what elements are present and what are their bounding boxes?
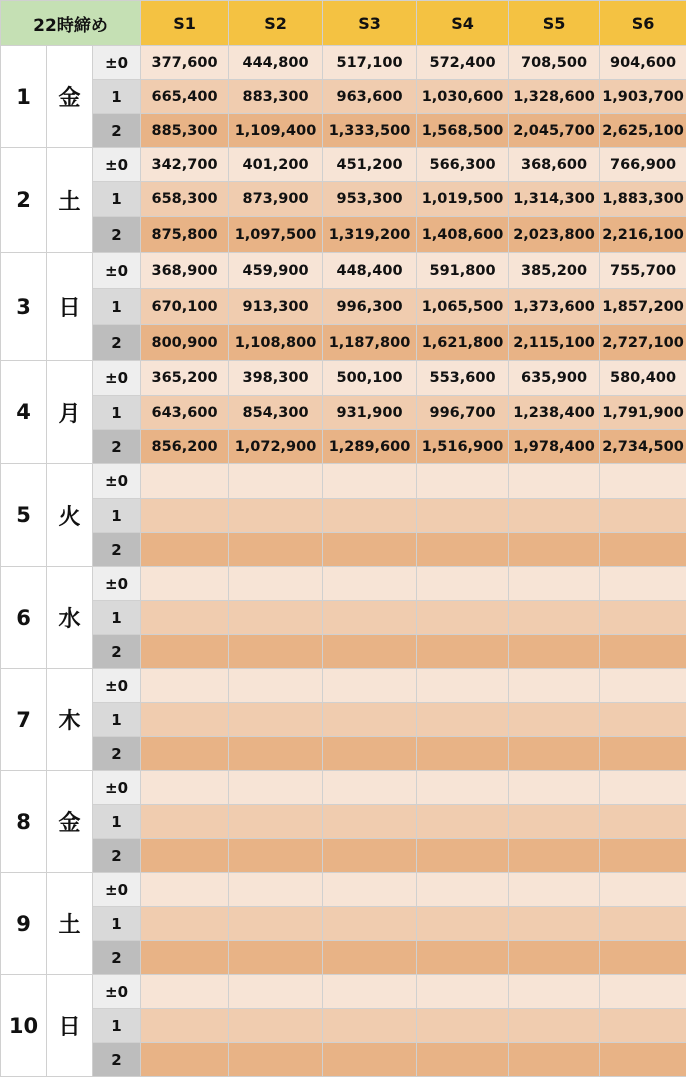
value-cell-s4[interactable]	[417, 703, 509, 737]
table-row	[1, 975, 686, 1009]
value-cell-s4[interactable]: 1,516,900	[417, 430, 509, 464]
value-cell-s1[interactable]: 856,200	[141, 430, 229, 464]
level-label-cell[interactable]: 1	[93, 1009, 141, 1043]
value-cell-s1[interactable]: 342,700	[141, 148, 229, 182]
value-cell-s3[interactable]	[323, 703, 417, 737]
value-cell-s4[interactable]	[417, 601, 509, 635]
value-cell-s6[interactable]	[600, 1043, 686, 1077]
table-row	[1, 253, 686, 289]
value-cell-s3[interactable]	[323, 1009, 417, 1043]
value-cell-s3[interactable]	[323, 601, 417, 635]
value-cell-s1[interactable]	[141, 533, 229, 567]
value-cell-s4[interactable]: 553,600	[417, 361, 509, 396]
value-cell-s2[interactable]	[229, 907, 323, 941]
weekday-cell[interactable]: 土	[47, 148, 93, 253]
column-header-s1[interactable]: S1	[141, 1, 229, 46]
value-cell-s3[interactable]	[323, 907, 417, 941]
value-cell-s3[interactable]	[323, 771, 417, 805]
value-cell-s6[interactable]	[600, 601, 686, 635]
value-cell-s5[interactable]: 385,200	[509, 253, 600, 289]
value-cell-s6[interactable]	[600, 669, 686, 703]
value-cell-s1[interactable]	[141, 907, 229, 941]
table-row	[1, 805, 686, 839]
value-cell-s3[interactable]: 517,100	[323, 46, 417, 80]
value-cell-s2[interactable]: 854,300	[229, 396, 323, 430]
value-cell-s3[interactable]: 953,300	[323, 182, 417, 217]
value-cell-s6[interactable]: 2,727,100	[600, 325, 686, 361]
value-cell-s1[interactable]	[141, 1009, 229, 1043]
value-cell-s1[interactable]	[141, 771, 229, 805]
value-cell-s1[interactable]	[141, 464, 229, 499]
value-cell-s5[interactable]	[509, 737, 600, 771]
value-cell-s1[interactable]: 643,600	[141, 396, 229, 430]
weekday-cell[interactable]: 金	[47, 46, 93, 148]
value-cell-s6[interactable]	[600, 941, 686, 975]
value-cell-s6[interactable]: 1,903,700	[600, 80, 686, 114]
value-cell-s6[interactable]: 2,625,100	[600, 114, 686, 148]
value-cell-s2[interactable]: 873,900	[229, 182, 323, 217]
value-cell-s1[interactable]	[141, 601, 229, 635]
value-cell-s6[interactable]	[600, 1009, 686, 1043]
value-cell-s4[interactable]: 572,400	[417, 46, 509, 80]
table-row	[1, 839, 686, 873]
level-label-cell[interactable]: 2	[93, 430, 141, 464]
value-cell-s1[interactable]	[141, 669, 229, 703]
table-row	[1, 217, 686, 253]
value-cell-s3[interactable]: 1,187,800	[323, 325, 417, 361]
value-cell-s3[interactable]	[323, 533, 417, 567]
value-cell-s5[interactable]: 1,314,300	[509, 182, 600, 217]
table-row	[1, 635, 686, 669]
day-number-cell[interactable]: 5	[1, 464, 47, 567]
level-label-cell[interactable]: ±0	[93, 148, 141, 182]
value-cell-s1[interactable]	[141, 567, 229, 601]
value-cell-s1[interactable]	[141, 873, 229, 907]
column-header-s5[interactable]: S5	[509, 1, 600, 46]
value-cell-s6[interactable]	[600, 873, 686, 907]
value-cell-s4[interactable]	[417, 839, 509, 873]
value-cell-s5[interactable]	[509, 669, 600, 703]
value-cell-s4[interactable]	[417, 567, 509, 601]
table-row	[1, 396, 686, 430]
value-cell-s4[interactable]	[417, 464, 509, 499]
level-label-cell[interactable]: 2	[93, 737, 141, 771]
day-number-cell[interactable]: 3	[1, 253, 47, 361]
value-cell-s3[interactable]: 963,600	[323, 80, 417, 114]
value-cell-s3[interactable]: 1,289,600	[323, 430, 417, 464]
value-cell-s6[interactable]	[600, 703, 686, 737]
value-cell-s4[interactable]	[417, 975, 509, 1009]
value-cell-s1[interactable]	[141, 635, 229, 669]
value-cell-s2[interactable]	[229, 533, 323, 567]
value-cell-s5[interactable]	[509, 805, 600, 839]
weekday-cell[interactable]: 土	[47, 873, 93, 975]
value-cell-s6[interactable]	[600, 533, 686, 567]
value-cell-s6[interactable]	[600, 499, 686, 533]
table-row	[1, 114, 686, 148]
value-cell-s3[interactable]	[323, 1043, 417, 1077]
value-cell-s5[interactable]	[509, 941, 600, 975]
value-cell-s5[interactable]: 1,238,400	[509, 396, 600, 430]
value-cell-s6[interactable]: 766,900	[600, 148, 686, 182]
value-cell-s6[interactable]: 1,791,900	[600, 396, 686, 430]
value-cell-s5[interactable]	[509, 771, 600, 805]
value-cell-s4[interactable]	[417, 1043, 509, 1077]
weekday-cell[interactable]: 月	[47, 361, 93, 464]
level-label-cell[interactable]: 2	[93, 839, 141, 873]
level-label-cell[interactable]: ±0	[93, 873, 141, 907]
weekday-cell[interactable]: 木	[47, 669, 93, 771]
value-cell-s3[interactable]: 996,300	[323, 289, 417, 325]
value-cell-s3[interactable]: 500,100	[323, 361, 417, 396]
column-header-s2[interactable]: S2	[229, 1, 323, 46]
value-cell-s6[interactable]: 2,734,500	[600, 430, 686, 464]
value-cell-s2[interactable]	[229, 1043, 323, 1077]
value-cell-s2[interactable]	[229, 669, 323, 703]
value-cell-s2[interactable]	[229, 1009, 323, 1043]
table-row	[1, 148, 686, 182]
value-cell-s4[interactable]: 1,621,800	[417, 325, 509, 361]
value-cell-s1[interactable]	[141, 975, 229, 1009]
weekday-cell[interactable]: 水	[47, 567, 93, 669]
value-cell-s3[interactable]: 1,333,500	[323, 114, 417, 148]
table-row	[1, 567, 686, 601]
level-label-cell[interactable]: 2	[93, 941, 141, 975]
value-cell-s2[interactable]: 1,097,500	[229, 217, 323, 253]
value-cell-s5[interactable]	[509, 464, 600, 499]
weekday-cell[interactable]: 日	[47, 253, 93, 361]
value-cell-s2[interactable]: 401,200	[229, 148, 323, 182]
value-cell-s5[interactable]	[509, 873, 600, 907]
value-cell-s5[interactable]	[509, 839, 600, 873]
table-row	[1, 46, 686, 80]
value-cell-s6[interactable]	[600, 464, 686, 499]
value-cell-s4[interactable]: 591,800	[417, 253, 509, 289]
weekday-cell[interactable]: 金	[47, 771, 93, 873]
value-cell-s3[interactable]	[323, 941, 417, 975]
value-cell-s5[interactable]	[509, 1009, 600, 1043]
value-cell-s6[interactable]	[600, 635, 686, 669]
table-row	[1, 941, 686, 975]
value-cell-s6[interactable]: 904,600	[600, 46, 686, 80]
value-cell-s6[interactable]	[600, 907, 686, 941]
level-label-cell[interactable]: 1	[93, 289, 141, 325]
level-label-cell[interactable]: 2	[93, 114, 141, 148]
value-cell-s1[interactable]	[141, 703, 229, 737]
value-cell-s6[interactable]	[600, 975, 686, 1009]
column-header-s3[interactable]: S3	[323, 1, 417, 46]
table-row	[1, 325, 686, 361]
value-cell-s4[interactable]: 1,019,500	[417, 182, 509, 217]
value-cell-s2[interactable]	[229, 499, 323, 533]
value-cell-s1[interactable]: 658,300	[141, 182, 229, 217]
value-cell-s4[interactable]: 1,408,600	[417, 217, 509, 253]
value-cell-s2[interactable]	[229, 703, 323, 737]
column-header-s6[interactable]: S6	[600, 1, 686, 46]
value-cell-s4[interactable]	[417, 771, 509, 805]
level-label-cell[interactable]: 1	[93, 601, 141, 635]
value-cell-s2[interactable]	[229, 839, 323, 873]
weekday-cell[interactable]: 日	[47, 975, 93, 1077]
value-cell-s4[interactable]	[417, 737, 509, 771]
value-cell-s1[interactable]	[141, 805, 229, 839]
day-number-cell[interactable]: 8	[1, 771, 47, 873]
level-label-cell[interactable]: ±0	[93, 567, 141, 601]
value-cell-s5[interactable]	[509, 907, 600, 941]
value-cell-s6[interactable]: 2,216,100	[600, 217, 686, 253]
level-label-cell[interactable]: ±0	[93, 361, 141, 396]
value-cell-s2[interactable]: 459,900	[229, 253, 323, 289]
value-cell-s6[interactable]: 1,883,300	[600, 182, 686, 217]
value-cell-s1[interactable]: 670,100	[141, 289, 229, 325]
value-cell-s2[interactable]	[229, 464, 323, 499]
value-cell-s1[interactable]: 800,900	[141, 325, 229, 361]
value-cell-s1[interactable]: 875,800	[141, 217, 229, 253]
day-number-cell[interactable]: 10	[1, 975, 47, 1077]
table-row	[1, 533, 686, 567]
value-cell-s2[interactable]: 398,300	[229, 361, 323, 396]
value-cell-s6[interactable]	[600, 737, 686, 771]
level-label-cell[interactable]: 1	[93, 80, 141, 114]
day-number-cell[interactable]: 1	[1, 46, 47, 148]
level-label-cell[interactable]: ±0	[93, 975, 141, 1009]
day-number-cell[interactable]: 9	[1, 873, 47, 975]
value-cell-s5[interactable]: 368,600	[509, 148, 600, 182]
value-cell-s5[interactable]	[509, 601, 600, 635]
value-cell-s3[interactable]	[323, 567, 417, 601]
value-cell-s4[interactable]	[417, 499, 509, 533]
value-cell-s4[interactable]	[417, 635, 509, 669]
level-label-cell[interactable]: ±0	[93, 46, 141, 80]
value-cell-s4[interactable]: 566,300	[417, 148, 509, 182]
table-row	[1, 80, 686, 114]
value-cell-s4[interactable]: 996,700	[417, 396, 509, 430]
table-row	[1, 1043, 686, 1077]
table-row	[1, 771, 686, 805]
table-row	[1, 669, 686, 703]
value-cell-s5[interactable]	[509, 567, 600, 601]
value-cell-s4[interactable]: 1,065,500	[417, 289, 509, 325]
value-cell-s2[interactable]	[229, 737, 323, 771]
value-cell-s4[interactable]	[417, 1009, 509, 1043]
value-cell-s1[interactable]: 885,300	[141, 114, 229, 148]
level-label-cell[interactable]: 1	[93, 907, 141, 941]
table-row	[1, 289, 686, 325]
value-cell-s3[interactable]	[323, 805, 417, 839]
value-cell-s6[interactable]	[600, 839, 686, 873]
day-number-cell[interactable]: 6	[1, 567, 47, 669]
table-row	[1, 737, 686, 771]
value-cell-s5[interactable]: 2,023,800	[509, 217, 600, 253]
value-cell-s4[interactable]	[417, 873, 509, 907]
level-label-cell[interactable]: 1	[93, 499, 141, 533]
value-cell-s3[interactable]: 1,319,200	[323, 217, 417, 253]
table-row	[1, 907, 686, 941]
table-row	[1, 1009, 686, 1043]
value-cell-s5[interactable]: 635,900	[509, 361, 600, 396]
value-cell-s2[interactable]: 1,072,900	[229, 430, 323, 464]
value-cell-s2[interactable]: 913,300	[229, 289, 323, 325]
level-label-cell[interactable]: 1	[93, 396, 141, 430]
header-row	[1, 1, 686, 46]
value-cell-s1[interactable]	[141, 839, 229, 873]
value-cell-s3[interactable]	[323, 669, 417, 703]
level-label-cell[interactable]: 2	[93, 533, 141, 567]
level-label-cell[interactable]: ±0	[93, 464, 141, 499]
value-cell-s5[interactable]	[509, 703, 600, 737]
value-cell-s3[interactable]	[323, 464, 417, 499]
level-label-cell[interactable]: ±0	[93, 669, 141, 703]
value-cell-s5[interactable]: 1,328,600	[509, 80, 600, 114]
table-row	[1, 601, 686, 635]
value-cell-s1[interactable]	[141, 737, 229, 771]
value-cell-s5[interactable]: 708,500	[509, 46, 600, 80]
value-cell-s2[interactable]	[229, 873, 323, 907]
day-number-cell[interactable]: 4	[1, 361, 47, 464]
value-cell-s3[interactable]	[323, 737, 417, 771]
value-cell-s3[interactable]	[323, 839, 417, 873]
level-label-cell[interactable]: 1	[93, 805, 141, 839]
value-cell-s4[interactable]	[417, 941, 509, 975]
value-cell-s5[interactable]	[509, 1043, 600, 1077]
level-label-cell[interactable]: ±0	[93, 771, 141, 805]
value-cell-s1[interactable]: 377,600	[141, 46, 229, 80]
value-cell-s3[interactable]	[323, 635, 417, 669]
value-cell-s1[interactable]: 665,400	[141, 80, 229, 114]
table-row	[1, 361, 686, 396]
value-cell-s2[interactable]: 444,800	[229, 46, 323, 80]
value-cell-s5[interactable]	[509, 533, 600, 567]
value-cell-s5[interactable]	[509, 635, 600, 669]
value-cell-s6[interactable]: 580,400	[600, 361, 686, 396]
level-label-cell[interactable]: 1	[93, 182, 141, 217]
value-cell-s4[interactable]: 1,030,600	[417, 80, 509, 114]
level-label-cell[interactable]: 1	[93, 703, 141, 737]
value-cell-s3[interactable]: 931,900	[323, 396, 417, 430]
value-cell-s2[interactable]	[229, 941, 323, 975]
value-cell-s1[interactable]	[141, 499, 229, 533]
value-cell-s3[interactable]	[323, 499, 417, 533]
table-row	[1, 873, 686, 907]
value-cell-s3[interactable]	[323, 873, 417, 907]
value-cell-s2[interactable]	[229, 771, 323, 805]
day-number-cell[interactable]: 2	[1, 148, 47, 253]
value-cell-s4[interactable]	[417, 669, 509, 703]
value-cell-s5[interactable]	[509, 499, 600, 533]
value-cell-s4[interactable]	[417, 907, 509, 941]
value-cell-s1[interactable]	[141, 941, 229, 975]
value-cell-s6[interactable]	[600, 805, 686, 839]
sheet-title-cell[interactable]: 22時締め	[1, 1, 141, 46]
value-cell-s4[interactable]	[417, 533, 509, 567]
table-row	[1, 703, 686, 737]
level-label-cell[interactable]: 2	[93, 1043, 141, 1077]
level-label-cell[interactable]: 2	[93, 325, 141, 361]
table-row	[1, 499, 686, 533]
column-header-s4[interactable]: S4	[417, 1, 509, 46]
value-cell-s4[interactable]	[417, 805, 509, 839]
value-cell-s3[interactable]	[323, 975, 417, 1009]
value-cell-s4[interactable]: 1,568,500	[417, 114, 509, 148]
table-row	[1, 182, 686, 217]
value-cell-s6[interactable]	[600, 567, 686, 601]
weekday-cell[interactable]: 火	[47, 464, 93, 567]
value-cell-s2[interactable]	[229, 975, 323, 1009]
value-cell-s2[interactable]	[229, 601, 323, 635]
value-cell-s2[interactable]: 883,300	[229, 80, 323, 114]
table-row	[1, 430, 686, 464]
value-cell-s3[interactable]: 448,400	[323, 253, 417, 289]
value-cell-s6[interactable]: 755,700	[600, 253, 686, 289]
value-cell-s6[interactable]: 1,857,200	[600, 289, 686, 325]
value-cell-s5[interactable]: 1,978,400	[509, 430, 600, 464]
value-cell-s1[interactable]: 365,200	[141, 361, 229, 396]
table-row	[1, 464, 686, 499]
value-cell-s2[interactable]: 1,108,800	[229, 325, 323, 361]
value-cell-s2[interactable]	[229, 567, 323, 601]
value-cell-s2[interactable]	[229, 805, 323, 839]
value-cell-s3[interactable]: 451,200	[323, 148, 417, 182]
level-label-cell[interactable]: 2	[93, 217, 141, 253]
value-cell-s5[interactable]: 2,115,100	[509, 325, 600, 361]
value-cell-s6[interactable]	[600, 771, 686, 805]
level-label-cell[interactable]: 2	[93, 635, 141, 669]
day-number-cell[interactable]: 7	[1, 669, 47, 771]
value-cell-s1[interactable]	[141, 1043, 229, 1077]
value-cell-s1[interactable]: 368,900	[141, 253, 229, 289]
value-cell-s5[interactable]	[509, 975, 600, 1009]
value-cell-s5[interactable]: 1,373,600	[509, 289, 600, 325]
level-label-cell[interactable]: ±0	[93, 253, 141, 289]
value-cell-s2[interactable]: 1,109,400	[229, 114, 323, 148]
value-cell-s5[interactable]: 2,045,700	[509, 114, 600, 148]
value-cell-s2[interactable]	[229, 635, 323, 669]
